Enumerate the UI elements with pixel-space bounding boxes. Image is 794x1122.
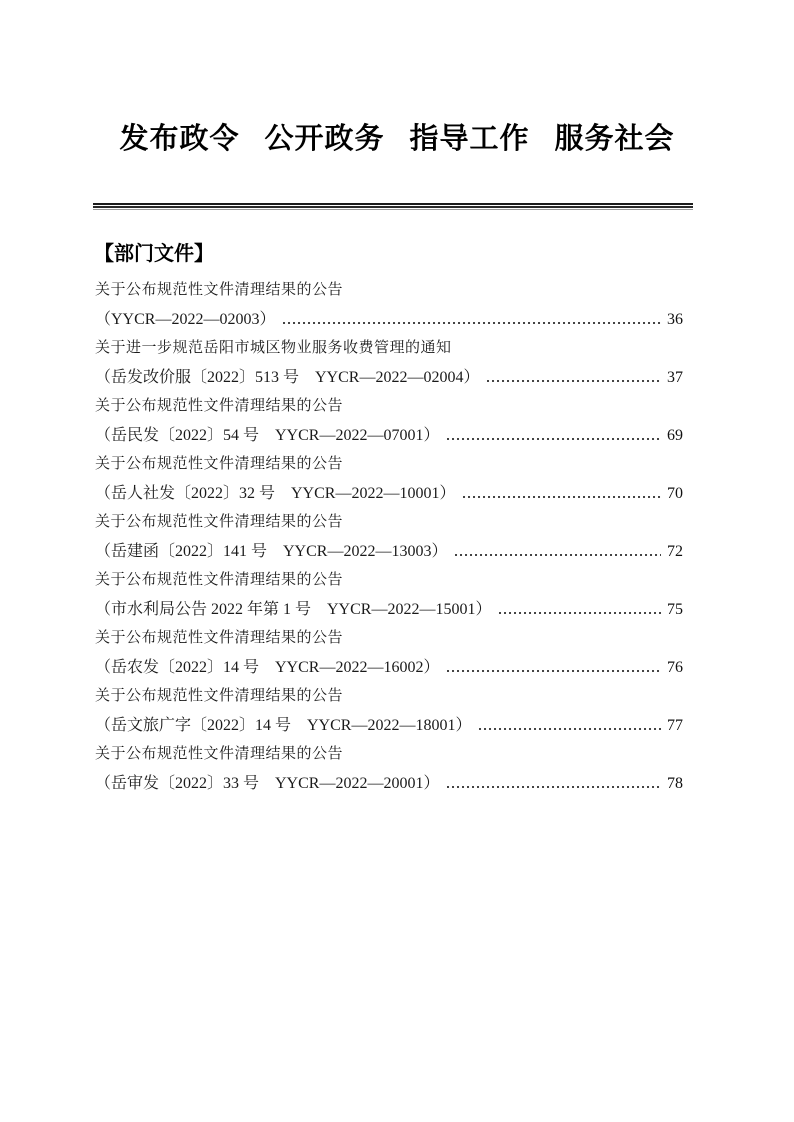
toc-entry-title: 关于公布规范性文件清理结果的公告 <box>95 398 344 414</box>
toc-entry-title: 关于公布规范性文件清理结果的公告 <box>95 630 344 646</box>
toc-entry-title: 关于公布规范性文件清理结果的公告 <box>95 746 344 762</box>
toc-entry <box>95 450 683 508</box>
toc-entry-page-number: 75 <box>667 601 683 618</box>
dot-leader <box>447 670 661 672</box>
masthead-phrase: 发布政令 <box>119 123 240 155</box>
divider-line-bottom <box>93 209 693 210</box>
toc-entry-reference: （市水利局公告 2022 年第 1 号 YYCR—2022—15001） <box>95 601 492 618</box>
toc-entry-reference: （岳建函〔2022〕141 号 YYCR—2022—13003） <box>95 543 448 560</box>
dot-leader <box>455 554 661 556</box>
toc-entry <box>95 740 683 798</box>
toc-entry-reference: （YYCR—2022—02003） <box>95 311 276 328</box>
masthead-slogan <box>0 120 794 158</box>
toc-entry-page-number: 70 <box>667 485 683 502</box>
dot-leader <box>463 496 661 498</box>
divider-rule <box>93 203 693 210</box>
toc-entry-refline <box>95 537 683 566</box>
toc-entry-page-number: 78 <box>667 775 683 792</box>
toc-entry-page-number: 72 <box>667 543 683 560</box>
dot-leader <box>487 380 661 382</box>
toc-entry-page-number: 69 <box>667 427 683 444</box>
masthead-phrase: 服务社会 <box>554 123 675 155</box>
toc-entry-refline <box>95 653 683 682</box>
toc-entry-title: 关于公布规范性文件清理结果的公告 <box>95 282 344 298</box>
toc-entry-refline <box>95 595 683 624</box>
toc-entry <box>95 392 683 450</box>
toc-entry-title: 关于公布规范性文件清理结果的公告 <box>95 514 344 530</box>
dot-leader <box>447 438 661 440</box>
toc-entry-page-number: 37 <box>667 369 683 386</box>
toc-entry-reference: （岳文旅广字〔2022〕14 号 YYCR—2022—18001） <box>95 717 472 734</box>
toc-entry-reference: （岳农发〔2022〕14 号 YYCR—2022—16002） <box>95 659 440 676</box>
toc-entry-title: 关于公布规范性文件清理结果的公告 <box>95 572 344 588</box>
toc-entry <box>95 276 683 334</box>
masthead-phrase: 指导工作 <box>409 123 530 155</box>
toc-entry-refline <box>95 711 683 740</box>
toc-entry-refline <box>95 305 683 334</box>
toc-list <box>95 276 683 798</box>
toc-entry <box>95 334 683 392</box>
toc-entry-reference: （岳审发〔2022〕33 号 YYCR—2022—20001） <box>95 775 440 792</box>
toc-entry <box>95 682 683 740</box>
toc-entry-title: 关于公布规范性文件清理结果的公告 <box>95 456 344 472</box>
toc-entry-reference: （岳民发〔2022〕54 号 YYCR—2022—07001） <box>95 427 440 444</box>
section-heading: 【部门文件】 <box>94 243 214 265</box>
toc-entry <box>95 508 683 566</box>
toc-entry-reference: （岳人社发〔2022〕32 号 YYCR—2022—10001） <box>95 485 456 502</box>
toc-entry-page-number: 77 <box>667 717 683 734</box>
toc-entry-title: 关于进一步规范岳阳市城区物业服务收费管理的通知 <box>95 340 452 356</box>
toc-entry-refline <box>95 421 683 450</box>
toc-entry <box>95 566 683 624</box>
toc-entry-refline <box>95 479 683 508</box>
dot-leader <box>447 786 661 788</box>
toc-entry <box>95 624 683 682</box>
toc-entry-refline <box>95 769 683 798</box>
toc-entry-reference: （岳发改价服〔2022〕513 号 YYCR—2022—02004） <box>95 369 480 386</box>
masthead-phrase: 公开政务 <box>264 123 385 155</box>
dot-leader <box>283 322 661 324</box>
dot-leader <box>479 728 661 730</box>
dot-leader <box>499 612 661 614</box>
toc-entry-title: 关于公布规范性文件清理结果的公告 <box>95 688 344 704</box>
toc-entry-page-number: 36 <box>667 311 683 328</box>
toc-entry-refline <box>95 363 683 392</box>
toc-entry-page-number: 76 <box>667 659 683 676</box>
